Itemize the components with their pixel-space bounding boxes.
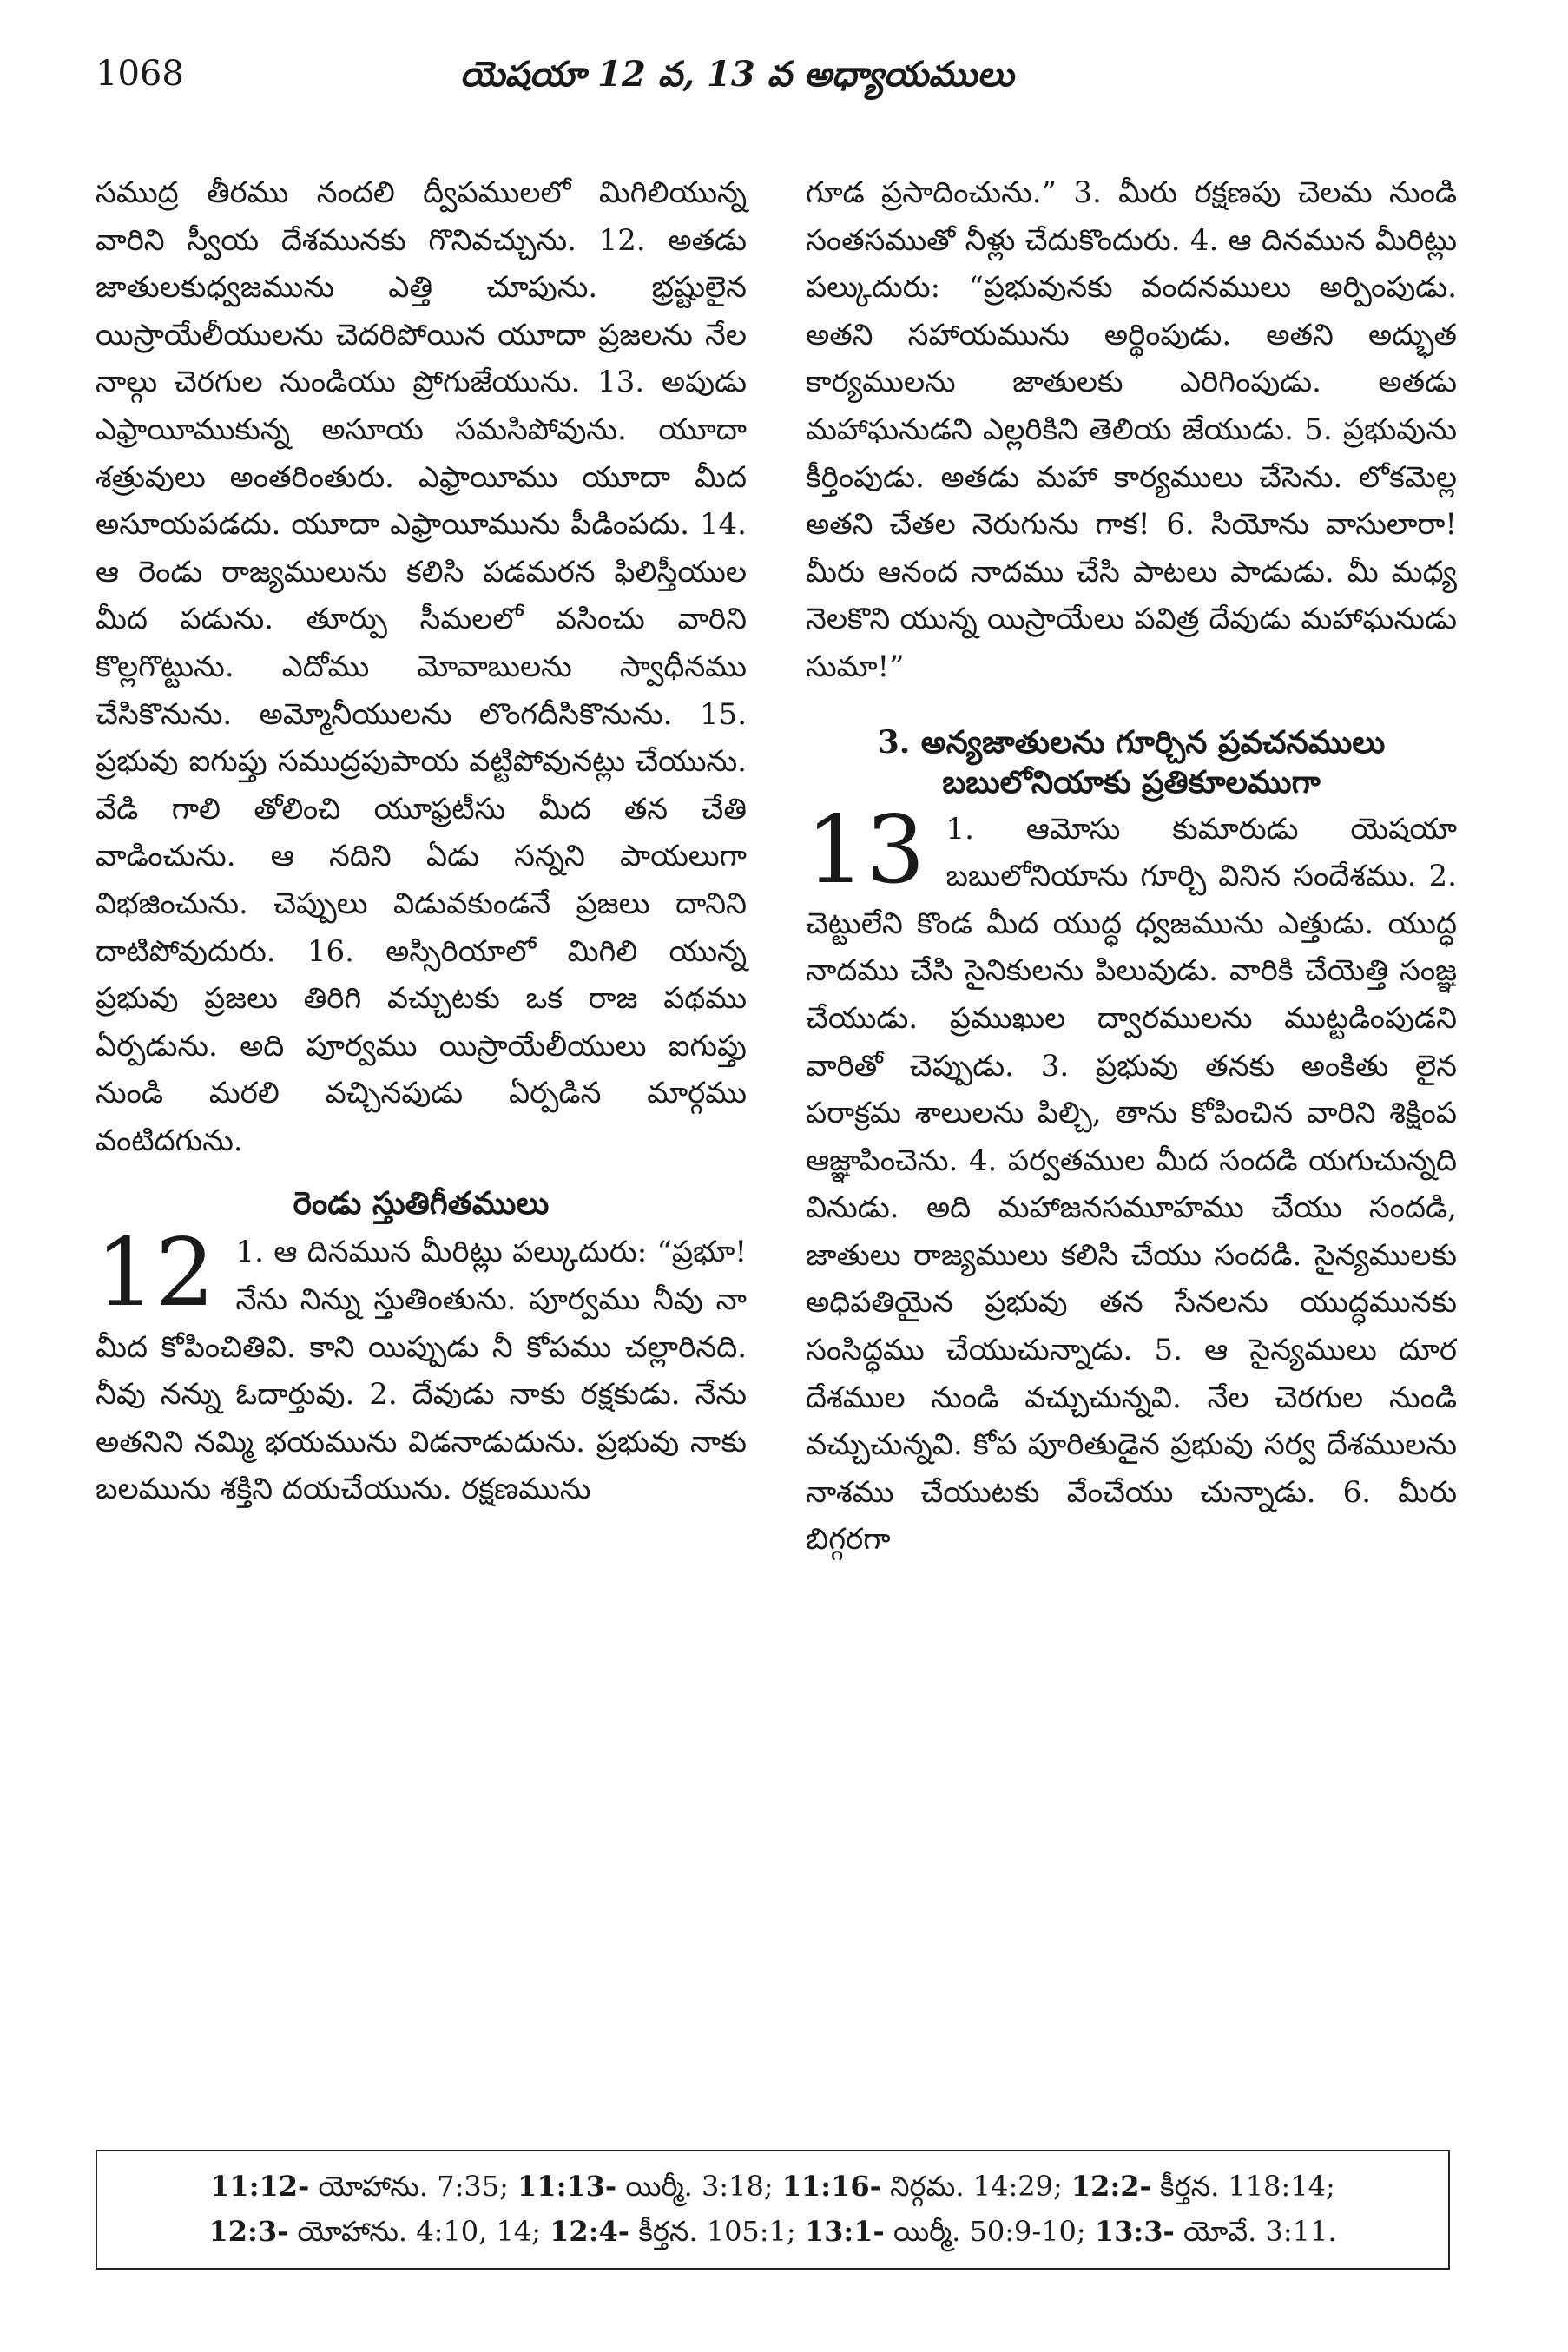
cross-ref-text: యోహాను. 7:35; [309,2170,518,2203]
cross-ref-text: యిర్మీ. 50:9-10; [884,2215,1095,2248]
chapter-number-12: 12 [96,1219,215,1328]
left-column [96,169,747,1513]
right-column [806,169,1457,1564]
cross-ref-text: కీర్తన. 118:14; [1150,2170,1335,2203]
chapter-13-block [806,795,1457,1565]
chapter-number-13: 13 [806,795,926,905]
cross-ref-label: 13:3- [1094,2215,1175,2248]
section-heading-oracles [806,722,1457,802]
cross-ref-text: కీర్తన. 105:1; [629,2215,805,2248]
cross-ref-text: యిర్మీ. 3:18; [616,2170,782,2203]
page-number: 1068 [96,54,184,94]
right-paragraph-1: గూడ ప్రసాదించును.” 3. మీరు రక్షణపు చెలమ నుండి సంతసముతో నీళ్లు చేదుకొందురు. 4. ఆ దినమున మీరిట్లు పల్కుదురు: “ప్రభువునకు వందనములు అర్పింపుడు. అతని సహాయమును అర్థింపుడు. అతని అద్భుత కార్యములను జాతులకు ఎరిగింపుడు. అతడు మహాఘనుడని ఎల్లరికిని తెలియ జేయుడు. 5. ప్రభువును కీర్తింపుడు. అతడు మహా కార్యములు చేసెను. లోకమెల్ల అతని చేతల నెరుగును గాక! 6. సియోను వాసులారా! మీరు ఆనంద నాదము చేసి పాటలు పాడుడు. మీ మధ్య నెలకొని యున్న యిస్రాయేలు పవిత్ర దేవుడు మహాఘనుడు సుమా!” [806,175,1457,684]
cross-ref-label: 11:12- [210,2170,310,2203]
cross-ref-text: నిర్గమ. 14:29; [880,2170,1071,2203]
cross-references-box [96,2150,1450,2270]
page-header [96,54,1467,106]
cross-references-line-2 [132,2209,1413,2254]
running-title: యెషయా 12 వ, 13 వ అధ్యాయములు [460,54,1014,95]
chapter-12-block [96,1219,747,1513]
cross-references-line-1 [132,2164,1413,2209]
cross-ref-label: 12:2- [1071,2170,1151,2203]
left-paragraph-2: 1. ఆ దినమున మీరిట్లు పల్కుదురు: “ప్రభూ! నేను నిన్ను స్తుతింతును. పూర్వము నీవు నా మీద కోపించితివి. కాని యిప్పుడు నీ కోపము చల్లారినది. నీవు నన్ను ఓదార్తువు. 2. దేవుడు నాకు రక్షకుడు. నేను అతనిని నమ్మి భయమును విడనాడుదును. ప్రభువు నాకు బలమును శక్తిని దయచేయును. రక్షణమును [96,1235,747,1507]
left-paragraph-1: సముద్ర తీరము నందలి ద్వీపములలో మిగిలియున్న వారిని స్వీయ దేశమునకు గొనివచ్చును. 12. అతడు జాతులకుధ్వజమును ఎత్తి చూపును. భ్రష్టులైన యిస్రాయేలీయులను చెదరిపోయిన యూదా ప్రజలను నేల నాల్గు చెరగుల నుండియు ప్రోగుజేయును. 13. అపుడు ఎఫ్రాయీముకున్న అసూయ సమసిపోవును. యూదా శత్రువులు అంతరింతురు. ఎఫ్రాయీము యూదా మీద అసూయపడదు. యూదా ఎఫ్రాయీమును పీడింపదు. 14. ఆ రెండు రాజ్యములును కలిసి పడమరన ఫిలిస్తీయుల మీద పడును. తూర్పు సీమలలో వసించు వారిని కొల్లగొట్టును. ఎదోము మోవాబులను స్వాధీనము చేసికొనును. అమ్మోనీయులను లొంగదీసికొనును. 15. ప్రభువు ఐగుప్తు సముద్రపుపాయ వట్టిపోవునట్లు చేయును. వేడి గాలి తోలించి యూఫ్రటీసు మీద తన చేతి వాడించును. ఆ నదిని ఏడు సన్నని పాయలుగా విభజించును. చెప్పులు విడువకుండనే ప్రజలు దానిని దాటిపోవుదురు. 16. అస్సిరియాలో మిగిలి యున్న ప్రభువు ప్రజలు తిరిగి వచ్చుటకు ఒక రాజ పథము ఏర్పడును. అది పూర్వము యిస్రాయేలీయులు ఐగుప్తు నుండి మరలి వచ్చినపుడు ఏర్పడిన మార్గము వంటిదగును. [96,175,747,1158]
cross-ref-label: 12:3- [208,2215,289,2248]
cross-ref-label: 11:13- [517,2170,617,2203]
cross-ref-label: 13:1- [804,2215,885,2248]
cross-ref-text: యోహాను. 4:10, 14; [288,2215,550,2248]
cross-ref-text: యోవే. 3:11. [1174,2215,1337,2248]
section-heading-line-2: బబులోనియాకు ప్రతికూలముగా [942,763,1321,800]
section-heading-line-1: 3. అన్యజాతులను గూర్చిన ప్రవచనములు [877,723,1386,761]
cross-ref-label: 11:16- [781,2170,881,2203]
section-heading-two-hymns: రెండు స్తుతిగీతములు [293,1185,550,1222]
cross-ref-label: 12:4- [550,2215,630,2248]
right-paragraph-2: 1. ఆమోసు కుమారుడు యెషయా బబులోనియాను గూర్చి వినిన సందేశము. 2. చెట్టులేని కొండ మీద యుద్ధ ధ్వజమును ఎత్తుడు. యుద్ధ నాదము చేసి సైనికులను పిలువుడు. వారికి చేయెత్తి సంజ్ఞ చేయుడు. ప్రముఖుల ద్వారములను ముట్టడింపుడని వారితో చెప్పుడు. 3. ప్రభువు తనకు అంకితు లైన పరాక్రమ శాలులను పిల్చి, తాను కోపించిన వారిని శిక్షింప ఆజ్ఞాపించెను. 4. పర్వతముల మీద సందడి యగుచున్నది వినుడు. అది మహాజనసమూహము చేయు సందడి, జాతులు రాజ్యములు కలిసి చేయు సందడి. సైన్యములకు అధిపతియైన ప్రభువు తన సేనలను యుద్ధమునకు సంసిద్ధము చేయుచున్నాడు. 5. ఆ సైన్యములు దూర దేశముల నుండి వచ్చుచున్నవి. నేల చెరగుల నుండి వచ్చుచున్నవి. కోప పూరితుడైన ప్రభువు సర్వ దేశములను నాశము చేయుటకు వేంచేయు చున్నాడు. 6. మీరు బిగ్గరగా [806,811,1457,1558]
